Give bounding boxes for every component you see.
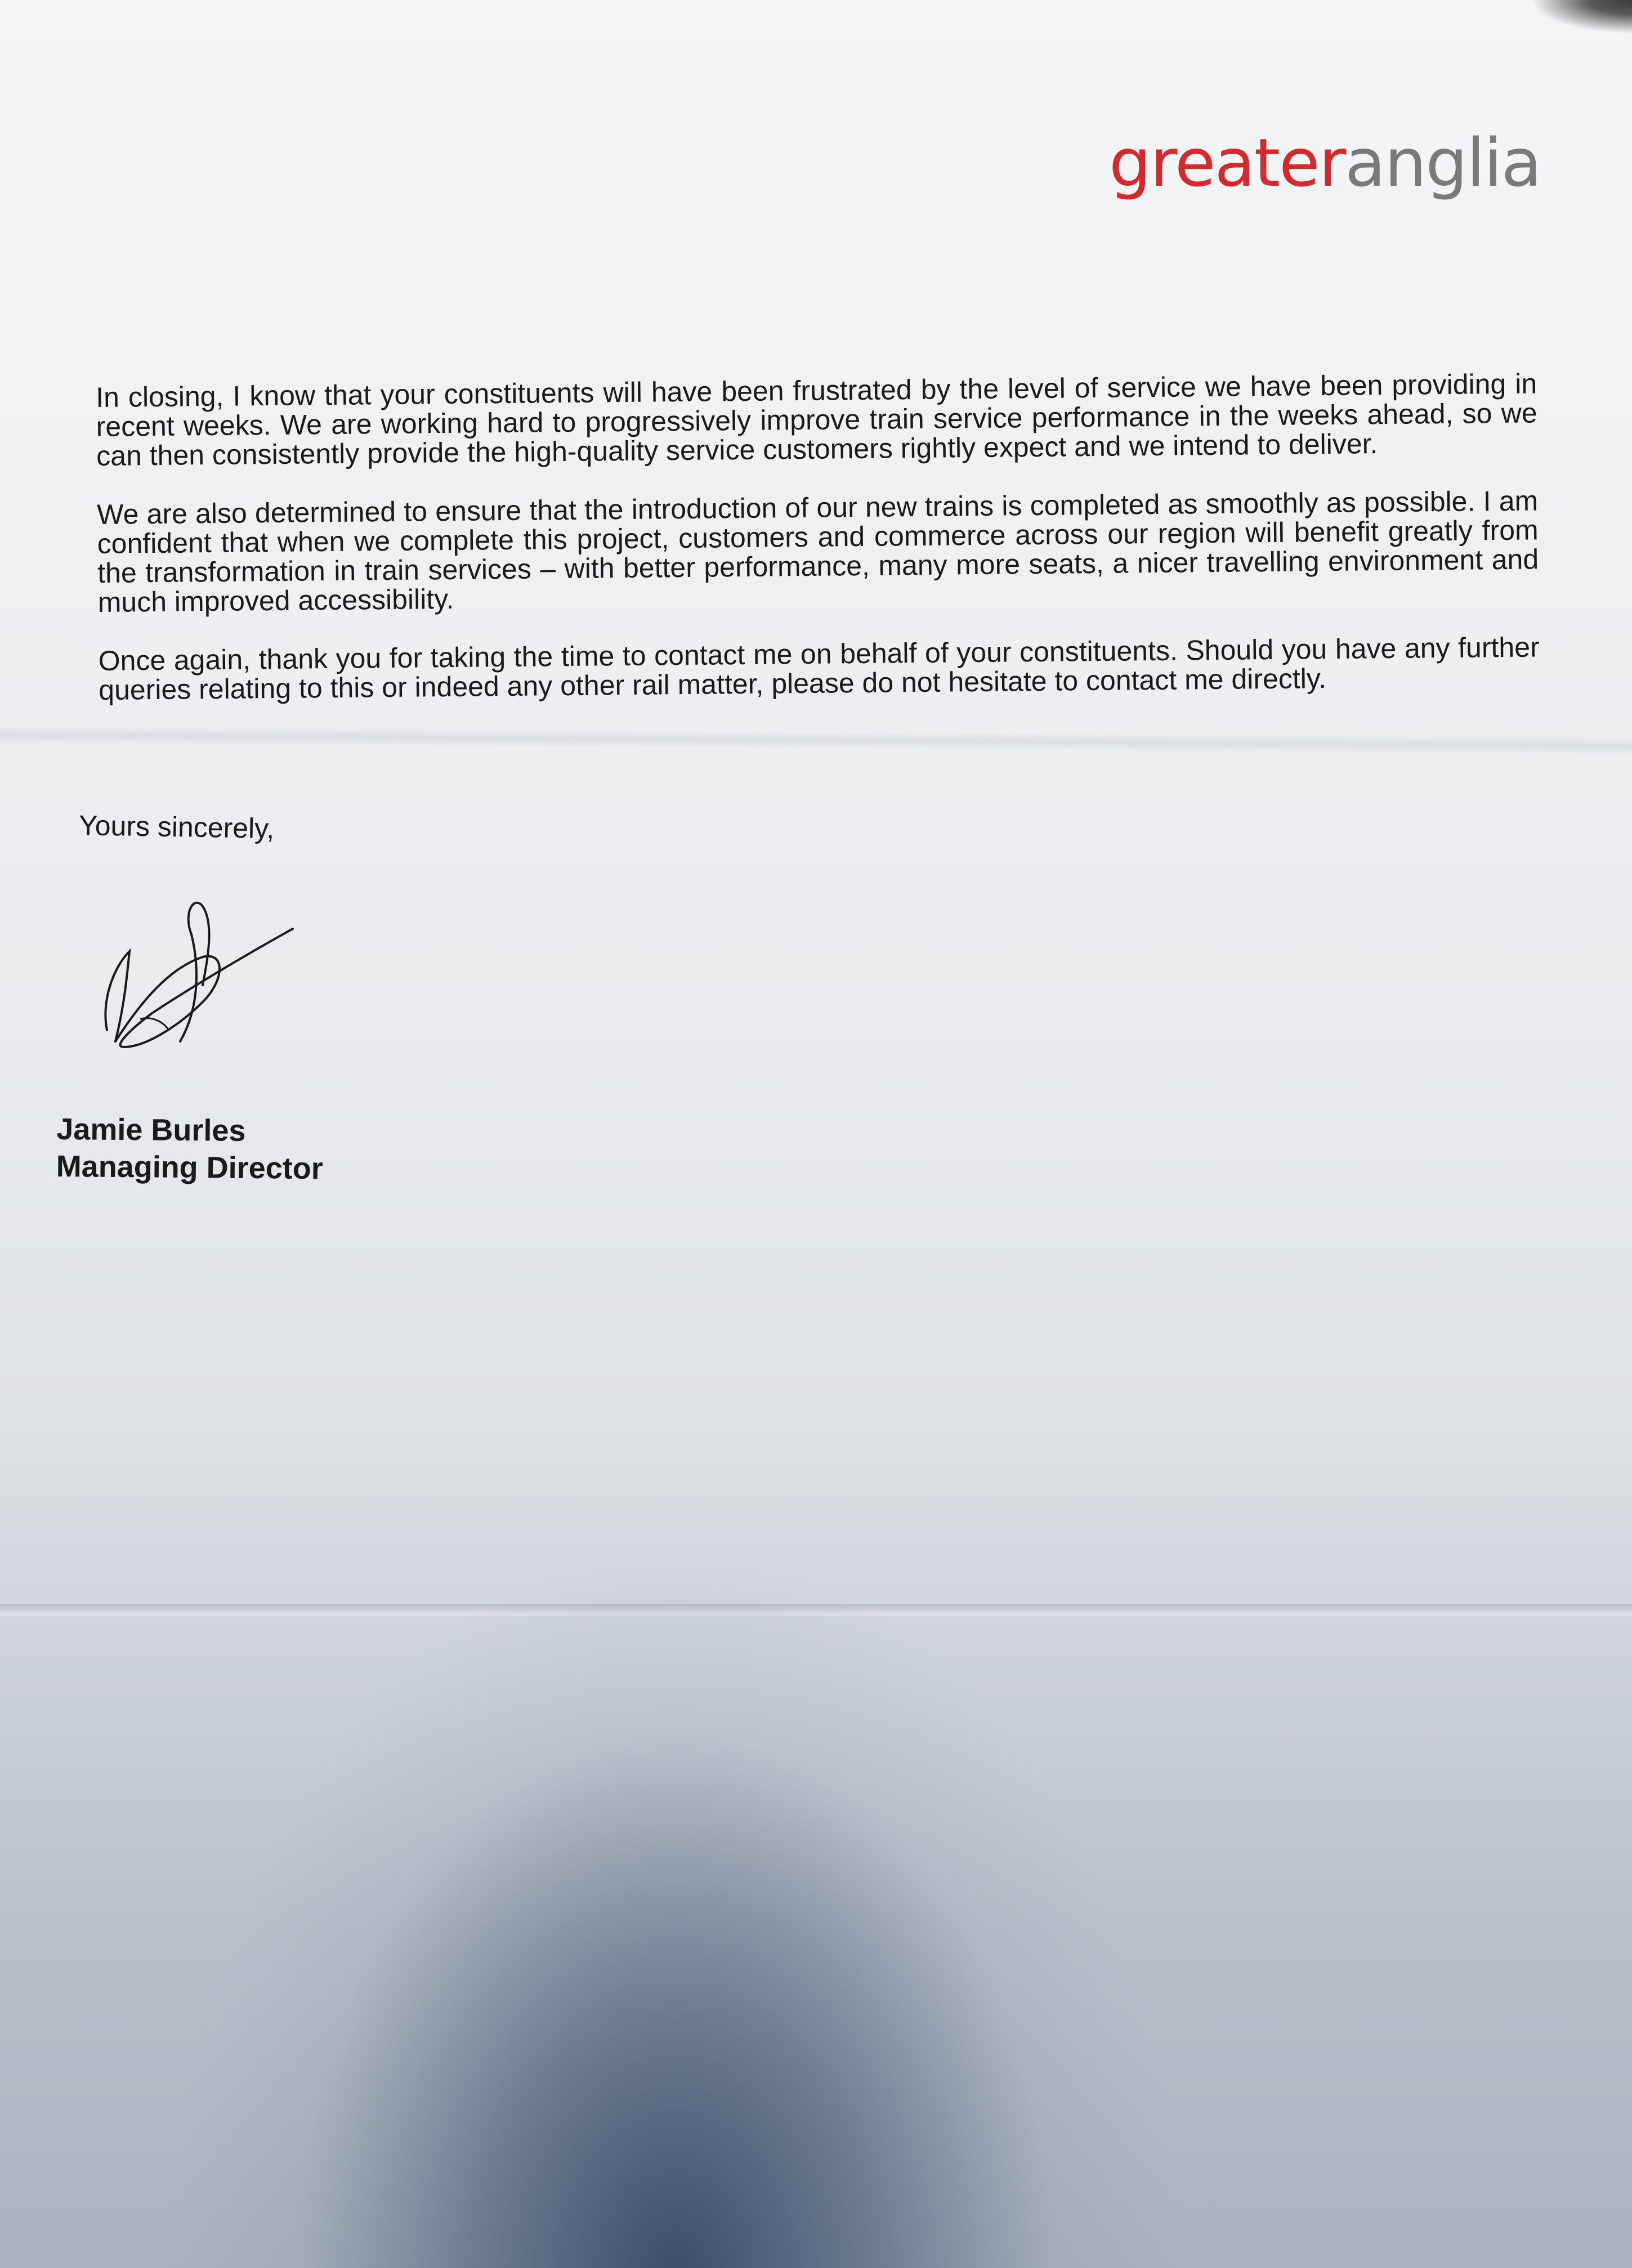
signatory-block [56,1111,323,1187]
logo-text-greater: greater [1109,124,1345,202]
paragraph-thank-you: Once again, thank you for taking the time to contact me on behalf of your constituents. Should you have any further queries relating to this or indeed any other rail matter, please do not hesitate to contact me directly. [98,631,1540,706]
valediction: Yours sincerely, [78,809,275,845]
corner-shadow [1531,0,1632,34]
letter-body [96,369,1540,734]
photographer-shadow [0,1295,1632,2268]
signatory-title: Managing Director [56,1149,324,1186]
logo-text-anglia: anglia [1345,124,1541,202]
paragraph-closing-remarks: In closing, I know that your constituents will have been frustrated by the level of service we have been providing in recent weeks. We are working hard to progressively improve train service performance in the weeks ahead, so we can then consistently provide the high-quality service customers rightly expect and we intend to deliver. [95,368,1537,472]
paragraph-new-trains: We are also determined to ensure that the introduction of our new trains is completed as smoothly as possible. I am confident that when we complete this project, customers and commerce across our region will benefit greatly from the transformation in train services – with better performance, many more seats, a nicer travelling environment and much improved accessibility. [96,485,1539,618]
signatory-name: Jamie Burles [56,1112,246,1148]
greater-anglia-logo [1109,124,1541,202]
handwritten-signature [73,889,310,1070]
